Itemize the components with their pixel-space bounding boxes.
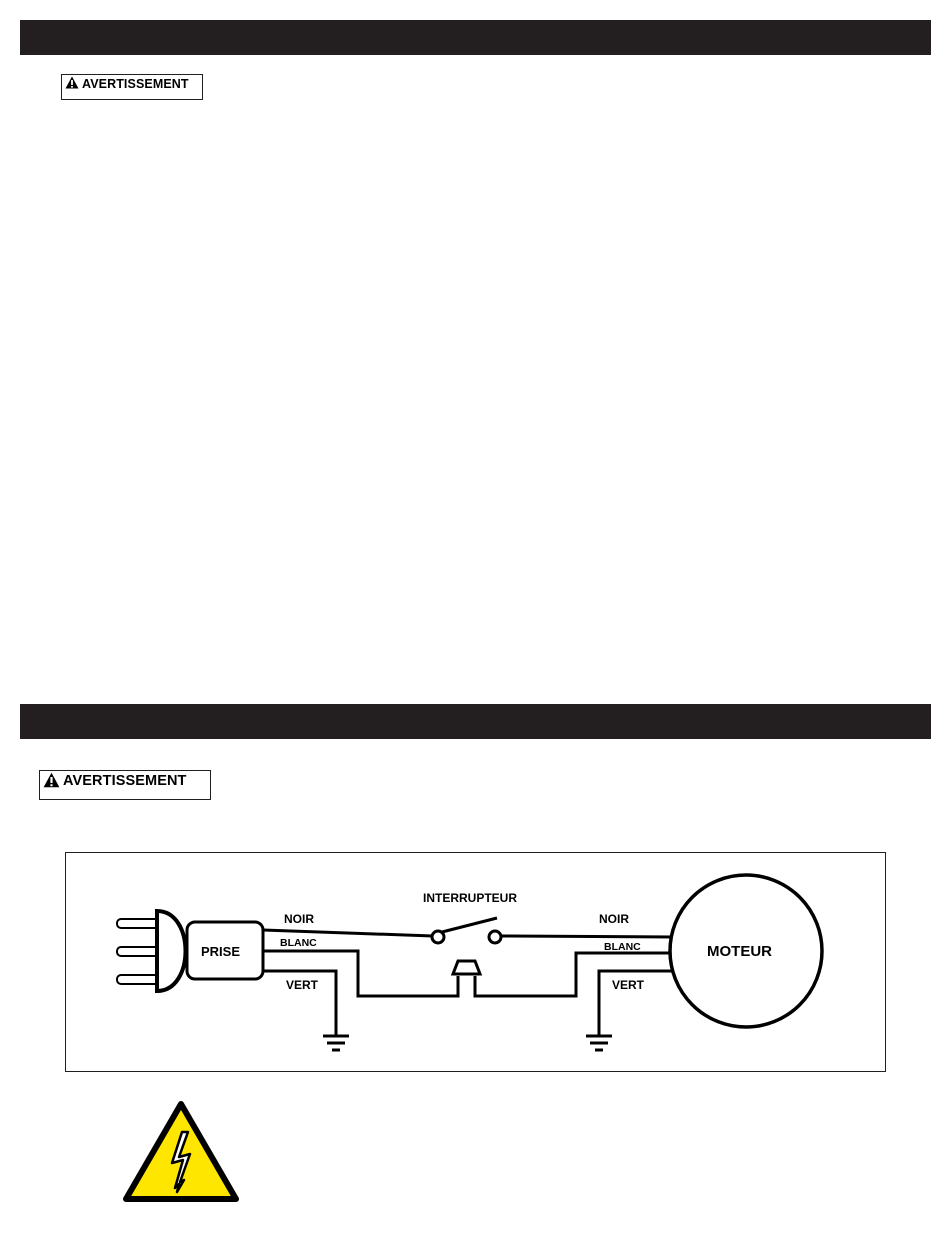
switch-contact bbox=[489, 931, 501, 943]
warning-badge bbox=[61, 74, 203, 100]
wire-label-green-right: VERT bbox=[612, 978, 645, 992]
switch-label: INTERRUPTEUR bbox=[423, 891, 518, 905]
section-header-bar bbox=[20, 704, 931, 739]
ground-symbol-icon bbox=[323, 1036, 349, 1050]
plug-prongs bbox=[117, 919, 159, 984]
plug-label: PRISE bbox=[201, 944, 241, 959]
wire-label-white-left: BLANC bbox=[280, 937, 317, 949]
plug-icon bbox=[157, 911, 186, 991]
section-header-bar bbox=[20, 20, 931, 55]
switch-contact bbox=[432, 931, 444, 943]
warning-triangle-icon bbox=[65, 76, 79, 89]
warning-label: AVERTISSEMENT bbox=[82, 77, 189, 91]
switch-actuator bbox=[453, 961, 480, 974]
wire-label-white-right: BLANC bbox=[604, 941, 641, 953]
electrical-hazard-icon bbox=[122, 1100, 240, 1204]
warning-label: AVERTISSEMENT bbox=[63, 773, 187, 789]
wire-label-green-left: VERT bbox=[286, 978, 319, 992]
wiring-diagram-svg bbox=[66, 853, 887, 1073]
ground-symbol-icon bbox=[586, 1036, 612, 1050]
wire-label-black-left: NOIR bbox=[284, 912, 314, 926]
motor-label: MOTEUR bbox=[707, 943, 772, 960]
switch-lever bbox=[442, 918, 497, 932]
wire-label-black-right: NOIR bbox=[599, 912, 629, 926]
wire-black-right bbox=[501, 936, 673, 937]
warning-triangle-icon bbox=[43, 772, 60, 788]
wiring-diagram bbox=[65, 852, 886, 1072]
wire-black-left bbox=[263, 930, 433, 936]
warning-badge bbox=[39, 770, 211, 800]
